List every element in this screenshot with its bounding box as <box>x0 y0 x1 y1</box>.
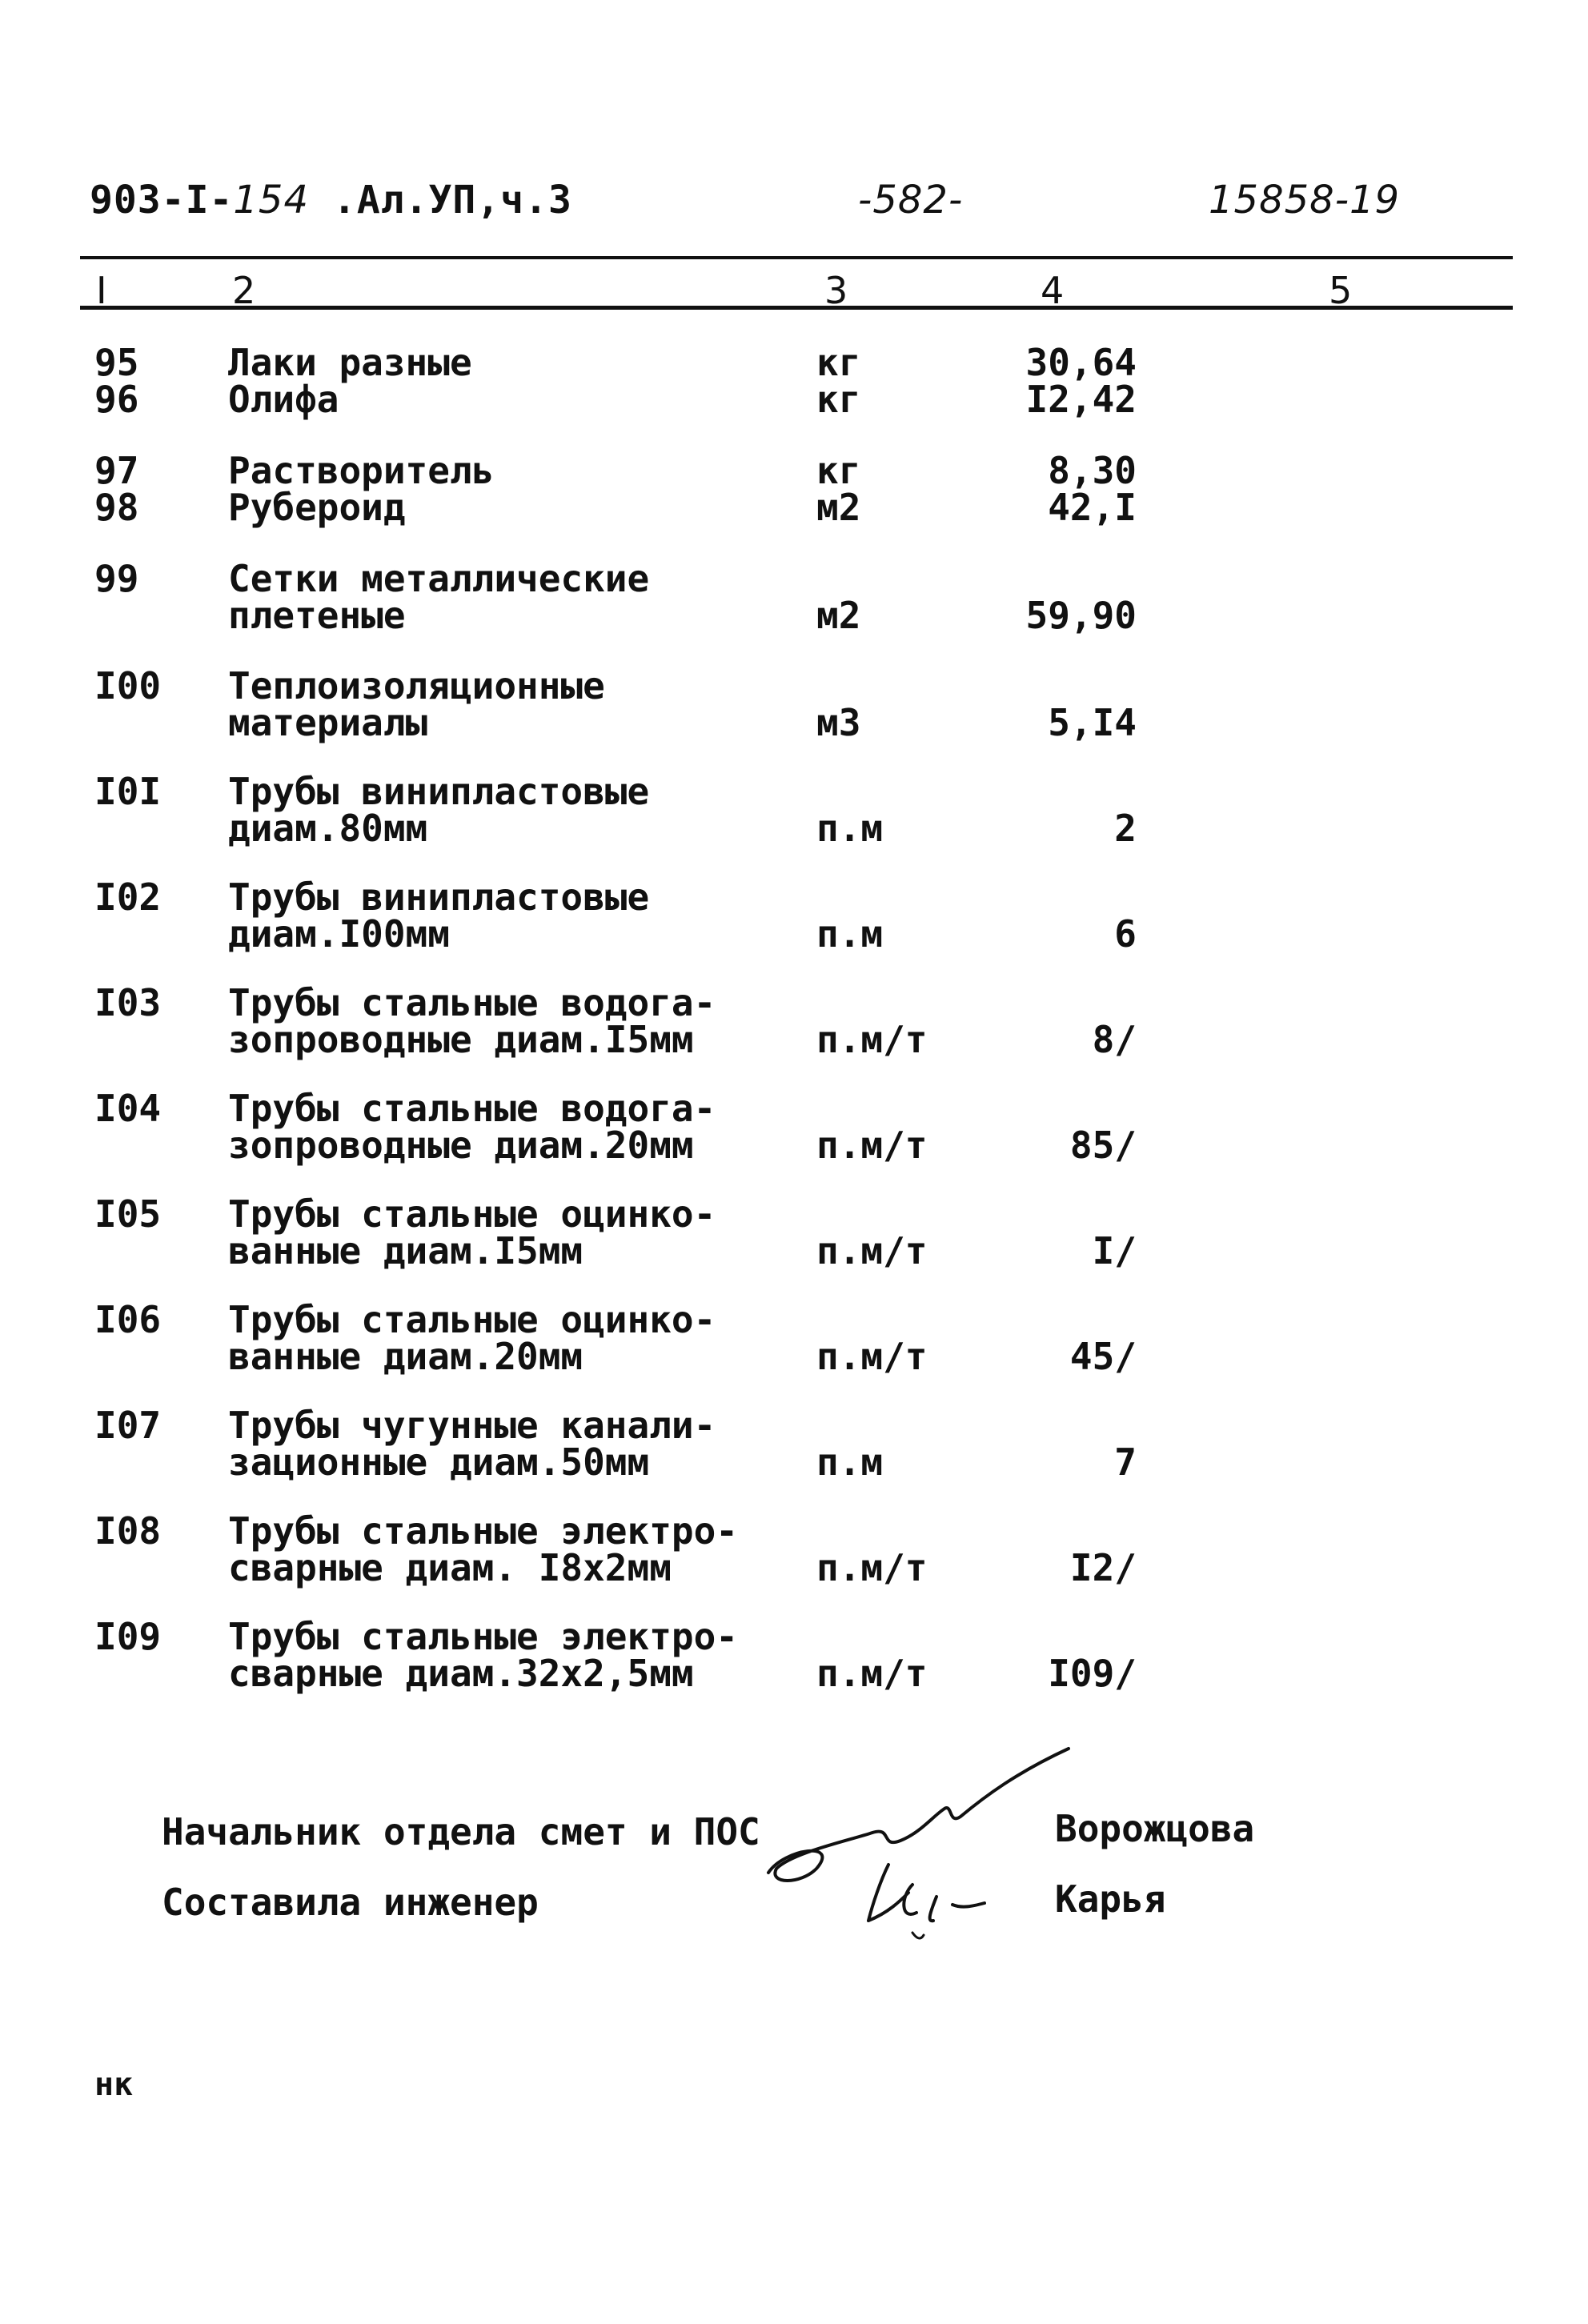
row-unit: кг <box>816 341 861 384</box>
row-unit: п.м <box>816 912 884 956</box>
column-2-label: 2 <box>232 269 256 312</box>
row-quantity: 85/ <box>1069 1124 1137 1167</box>
row-number: I04 <box>94 1087 162 1130</box>
row-number: I02 <box>94 876 162 919</box>
row-quantity: 8,30 <box>1048 449 1137 492</box>
row-unit: м2 <box>816 594 861 637</box>
column-1-label: I <box>96 269 107 312</box>
row-name: Трубы стальные электро- сварные диам. I8x2мм <box>228 1509 738 1589</box>
row-number: 98 <box>94 486 139 529</box>
signature-name-engineer: Карья <box>1055 1877 1166 1921</box>
row-unit: п.м/т <box>816 1018 928 1061</box>
row-unit: п.м <box>816 807 884 850</box>
top-rule <box>80 256 1513 259</box>
row-name: Теплоизоляционные материалы <box>228 664 605 744</box>
column-4-label: 4 <box>1041 269 1065 312</box>
row-name: Трубы стальные электро- сварные диам.32x2,5мм <box>228 1615 738 1695</box>
row-number: 95 <box>94 341 139 384</box>
row-number: 99 <box>94 557 139 600</box>
row-name: Трубы чугунные канали- зационные диам.50мм <box>228 1404 716 1484</box>
doc-code <box>90 178 572 222</box>
row-name: Сетки металлические плетеные <box>228 557 650 637</box>
row-number: I07 <box>94 1404 162 1447</box>
handwritten-signature-graphic <box>752 1721 1089 1961</box>
column-header-rule <box>80 306 1513 310</box>
row-quantity: 7 <box>1114 1440 1137 1484</box>
row-unit: п.м/т <box>816 1335 928 1378</box>
signature-name-department-head: Ворожцова <box>1055 1807 1255 1850</box>
column-3-label: 3 <box>824 269 848 312</box>
row-quantity: I2/ <box>1069 1546 1137 1589</box>
row-number: I05 <box>94 1192 162 1236</box>
signature-role-department-head: Начальник отдела смет и ПОС <box>162 1810 760 1853</box>
footer-mark: нк <box>94 2066 134 2103</box>
row-number: 96 <box>94 378 139 421</box>
row-name: Трубы винипластовые диам.80мм <box>228 770 650 850</box>
row-quantity: 59,90 <box>1025 594 1137 637</box>
row-unit: кг <box>816 378 861 421</box>
row-quantity: 45/ <box>1069 1335 1137 1378</box>
row-unit: п.м/т <box>816 1124 928 1167</box>
row-number: I09 <box>94 1615 162 1658</box>
row-quantity: 42,I <box>1048 486 1137 529</box>
doc-code-prefix: 903-I- <box>90 178 234 222</box>
reference-number: 15858-19 <box>1209 178 1401 222</box>
row-unit: п.м/т <box>816 1546 928 1589</box>
row-unit: м2 <box>816 486 861 529</box>
row-number: I08 <box>94 1509 162 1553</box>
row-quantity: I09/ <box>1048 1652 1137 1695</box>
row-quantity: 8/ <box>1092 1018 1137 1061</box>
row-name: Растворитель <box>228 449 495 492</box>
row-quantity: 6 <box>1114 912 1137 956</box>
row-name: Лаки разные <box>228 341 472 384</box>
row-name: Трубы винипластовые диам.I00мм <box>228 876 650 956</box>
row-number: 97 <box>94 449 139 492</box>
row-quantity: 30,64 <box>1025 341 1137 384</box>
row-name: Олифа <box>228 378 339 421</box>
row-unit: кг <box>816 449 861 492</box>
row-quantity: I/ <box>1092 1229 1137 1272</box>
row-quantity: 5,I4 <box>1048 701 1137 744</box>
row-name: Рубероид <box>228 486 406 529</box>
row-number: I06 <box>94 1298 162 1341</box>
row-number: I03 <box>94 981 162 1024</box>
page-number: -582- <box>858 178 964 222</box>
doc-section: .Ал.УП,ч.3 <box>332 178 572 222</box>
row-number: I00 <box>94 664 162 707</box>
signature-role-engineer: Составила инженер <box>162 1881 539 1924</box>
row-unit: м3 <box>816 701 861 744</box>
row-name: Трубы стальные оцинко- ванные диам.20мм <box>228 1298 716 1378</box>
row-number: I0I <box>94 770 162 813</box>
row-name: Трубы стальные водога- зопроводные диам.20мм <box>228 1087 716 1167</box>
row-unit: п.м <box>816 1440 884 1484</box>
row-name: Трубы стальные водога- зопроводные диам.I5мм <box>228 981 716 1061</box>
row-unit: п.м/т <box>816 1652 928 1695</box>
row-name: Трубы стальные оцинко- ванные диам.I5мм <box>228 1192 716 1272</box>
row-quantity: I2,42 <box>1025 378 1137 421</box>
column-5-label: 5 <box>1329 269 1353 312</box>
row-quantity: 2 <box>1114 807 1137 850</box>
row-unit: п.м/т <box>816 1229 928 1272</box>
doc-code-handwritten: 154 <box>233 178 310 222</box>
